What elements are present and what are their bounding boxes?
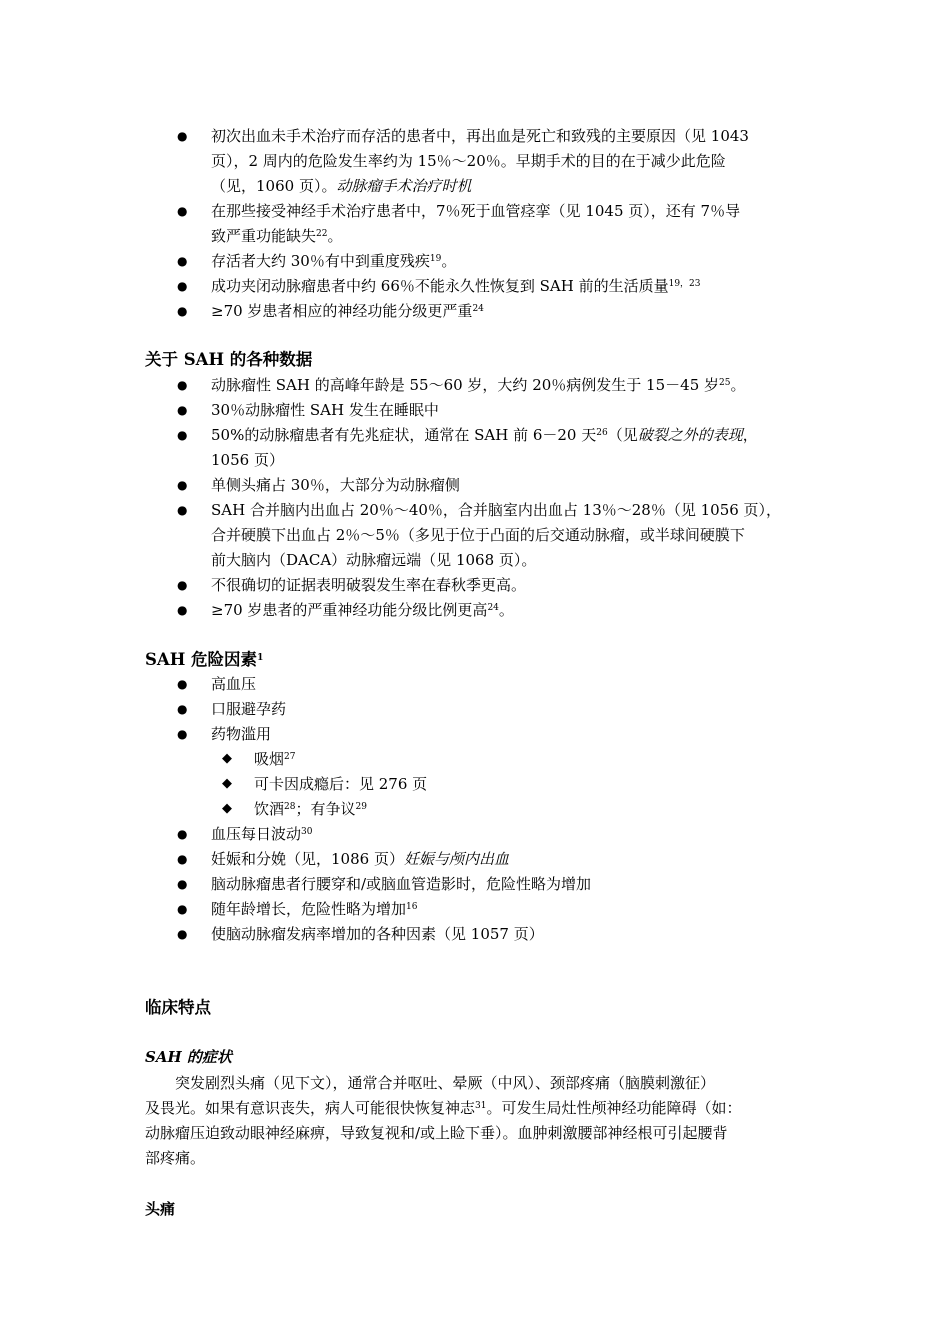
list-item-line: SAH 合并脑内出血占 20％～40％，合并脑室内出血占 13％～28％（见 1056 页）， bbox=[211, 501, 782, 519]
list-item-line: ≥70 岁患者的严重神经功能分级比例更高$^{24}$。 bbox=[211, 601, 514, 619]
list-item-line: 在那些接受神经手术治疗患者中，7％死于血管痉挛（见 1045 页），还有 7％导 bbox=[211, 202, 741, 220]
bullet-icon: ● bbox=[177, 603, 188, 617]
list-item: 高血压 bbox=[211, 675, 257, 693]
bullet-icon: ● bbox=[177, 827, 188, 841]
list-item: 妊娠和分娩（见，1086 页）妊娠与颅内出血 bbox=[211, 850, 509, 868]
bullet-icon: ● bbox=[177, 279, 188, 293]
sub-list-item: 吸烟$^{27}$ bbox=[254, 750, 296, 768]
list-item: 口服避孕药 bbox=[211, 700, 287, 718]
bullet-icon: ● bbox=[177, 304, 188, 318]
sub-list-item: 饮酒$^{28}$；有争议$^{29}$ bbox=[254, 800, 367, 818]
list-item-line: 前大脑内（DACA）动脉瘤远端（见 1068 页）。 bbox=[211, 551, 537, 569]
list-item-line: 不很确切的证据表明破裂发生率在春秋季更高。 bbox=[211, 576, 527, 594]
list-item: 随年龄增长，危险性略为增加$^{16}$ bbox=[211, 900, 418, 918]
bullet-icon: ● bbox=[177, 428, 188, 442]
list-item-line: 成功夹闭动脉瘤患者中约 66％不能永久性恢复到 SAH 前的生活质量$^{19,23}$ bbox=[211, 277, 701, 295]
list-item-line: 致严重功能缺失$^{22}$。 bbox=[211, 227, 343, 245]
subheading-symptoms: SAH 的症状 bbox=[145, 1048, 232, 1066]
bullet-icon: ● bbox=[177, 852, 188, 866]
section-heading-stats: 关于 SAH 的各种数据 bbox=[145, 350, 313, 369]
bullet-icon: ● bbox=[177, 403, 188, 417]
list-item: 血压每日波动$^{30}$ bbox=[211, 825, 313, 843]
sub-list-item: 可卡因成瘾后：见 276 页 bbox=[254, 775, 428, 793]
diamond-bullet-icon: ◆ bbox=[222, 776, 232, 791]
bullet-icon: ● bbox=[177, 478, 188, 492]
section-heading-clinical: 临床特点 bbox=[145, 998, 211, 1017]
list-item: 脑动脉瘤患者行腰穿和/或脑血管造影时，危险性略为增加 bbox=[211, 875, 592, 893]
list-item-line: 动脉瘤性 SAH 的高峰年龄是 55～60 岁，大约 20％病例发生于 15－45 岁$^{25}$。 bbox=[211, 376, 746, 394]
list-item-line: 50%的动脉瘤患者有先兆症状，通常在 SAH 前 6－20 天$^{26}$（见破裂之外的表现， bbox=[211, 426, 758, 444]
bullet-icon: ● bbox=[177, 578, 188, 592]
list-item-line: 单侧头痛占 30％，大部分为动脉瘤侧 bbox=[211, 476, 460, 494]
bullet-icon: ● bbox=[177, 902, 188, 916]
bullet-icon: ● bbox=[177, 677, 188, 691]
diamond-bullet-icon: ◆ bbox=[222, 801, 232, 816]
list-item-line: 页），2 周内的危险发生率约为 15％～20％。早期手术的目的在于减少此危险 bbox=[211, 152, 726, 170]
paragraph-line: 部疼痛。 bbox=[145, 1149, 206, 1167]
section-heading-risk-factors: SAH 危险因素$^1$ bbox=[145, 650, 264, 669]
bullet-icon: ● bbox=[177, 254, 188, 268]
bullet-icon: ● bbox=[177, 129, 188, 143]
bullet-icon: ● bbox=[177, 503, 188, 517]
list-item-line: 初次出血未手术治疗而存活的患者中，再出血是死亡和致残的主要原因（见 1043 bbox=[211, 127, 749, 145]
list-item-line: 30％动脉瘤性 SAH 发生在睡眠中 bbox=[211, 401, 439, 419]
paragraph-line: 动脉瘤压迫致动眼神经麻痹，导致复视和/或上睑下垂）。血肿刺激腰部神经根可引起腰背 bbox=[145, 1124, 728, 1142]
list-item-line: （见，1060 页）。动脉瘤手术治疗时机 bbox=[211, 177, 472, 195]
list-item: 使脑动脉瘤发病率增加的各种因素（见 1057 页） bbox=[211, 925, 544, 943]
paragraph-line: 突发剧烈头痛（见下文），通常合并呕吐、晕厥（中风）、颈部疼痛（脑膜刺激征） bbox=[145, 1074, 716, 1092]
list-item: 药物滥用 bbox=[211, 725, 272, 743]
subheading-headache: 头痛 bbox=[145, 1200, 176, 1218]
list-item-line: 1056 页） bbox=[211, 451, 284, 469]
bullet-icon: ● bbox=[177, 702, 188, 716]
list-item-line: 存活者大约 30％有中到重度残疾$^{19}$。 bbox=[211, 252, 457, 270]
bullet-icon: ● bbox=[177, 378, 188, 392]
paragraph-line: 及畏光。如果有意识丧失，病人可能很快恢复神志$^{31}$。可发生局灶性颅神经功能障碍（如： bbox=[145, 1099, 742, 1117]
bullet-icon: ● bbox=[177, 927, 188, 941]
diamond-bullet-icon: ◆ bbox=[222, 751, 232, 766]
bullet-icon: ● bbox=[177, 204, 188, 218]
bullet-icon: ● bbox=[177, 727, 188, 741]
bullet-icon: ● bbox=[177, 877, 188, 891]
list-item-line: ≥70 岁患者相应的神经功能分级更严重$^{24}$ bbox=[211, 302, 484, 320]
list-item-line: 合并硬膜下出血占 2％～5％（多见于位于凸面的后交通动脉瘤，或半球间硬膜下 bbox=[211, 526, 745, 544]
